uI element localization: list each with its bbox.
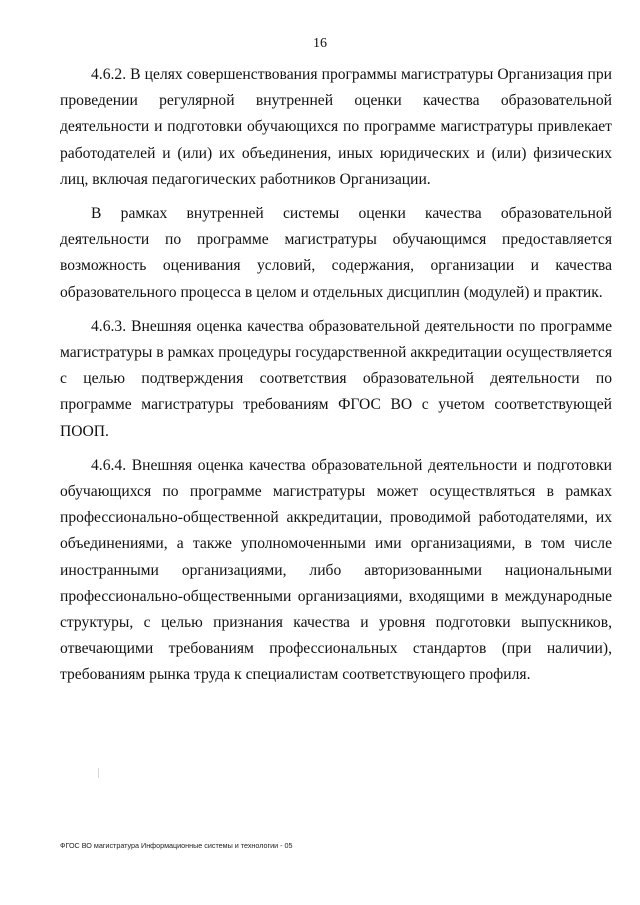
- paragraph-4-6-3: 4.6.3. Внешняя оценка качества образовательной деятельности по программе магистратуры в рамках процедуры государственной аккредитации осуществляется с целью подтверждения соответствия образовательной деятельности по программе магистратуры требованиям ФГОС ВО с учетом соответствующей ПООП.: [60, 317, 612, 440]
- page-footer: ФГОС ВО магистратура Информационные системы и технологии - 05: [60, 841, 293, 850]
- document-body: [60, 62, 612, 697]
- paragraph-4-6-2: 4.6.2. В целях совершенствования программы магистратуры Организация при проведении регулярной внутренней оценки качества образовательной деятельности и подготовки обучающихся по программе магистратуры привлекает работодателей и (или) их объединения, иных юридических и (или) физических лиц, включая педагогических работников Организации.: [60, 66, 612, 188]
- paragraph-4-6-4: 4.6.4. Внешняя оценка качества образовательной деятельности и подготовки обучающихся по программе магистратуры может осуществляться в рамках профессионально-общественной аккредитации, проводимой работодателями, их объединениями, а также уполномоченными ими организациями, в том числе иностранными организациями, либо авторизованными национальными профессионально-общественными организациями, входящими в международные структуры, с целью признания качества и уровня подготовки выпускников, отвечающими требованиям профессиональных стандартов (при наличии), требованиям рынка труда к специалистам соответствующего профиля.: [60, 456, 612, 684]
- page-number: 16: [313, 36, 327, 51]
- margin-mark: [98, 768, 99, 778]
- paragraph-internal-assessment: В рамках внутренней системы оценки качества образовательной деятельности по программе магистратуры обучающимся предоставляется возможность оценивания условий, содержания, организации и качества образовательного процесса в целом и отдельных дисциплин (модулей) и практик.: [60, 205, 612, 301]
